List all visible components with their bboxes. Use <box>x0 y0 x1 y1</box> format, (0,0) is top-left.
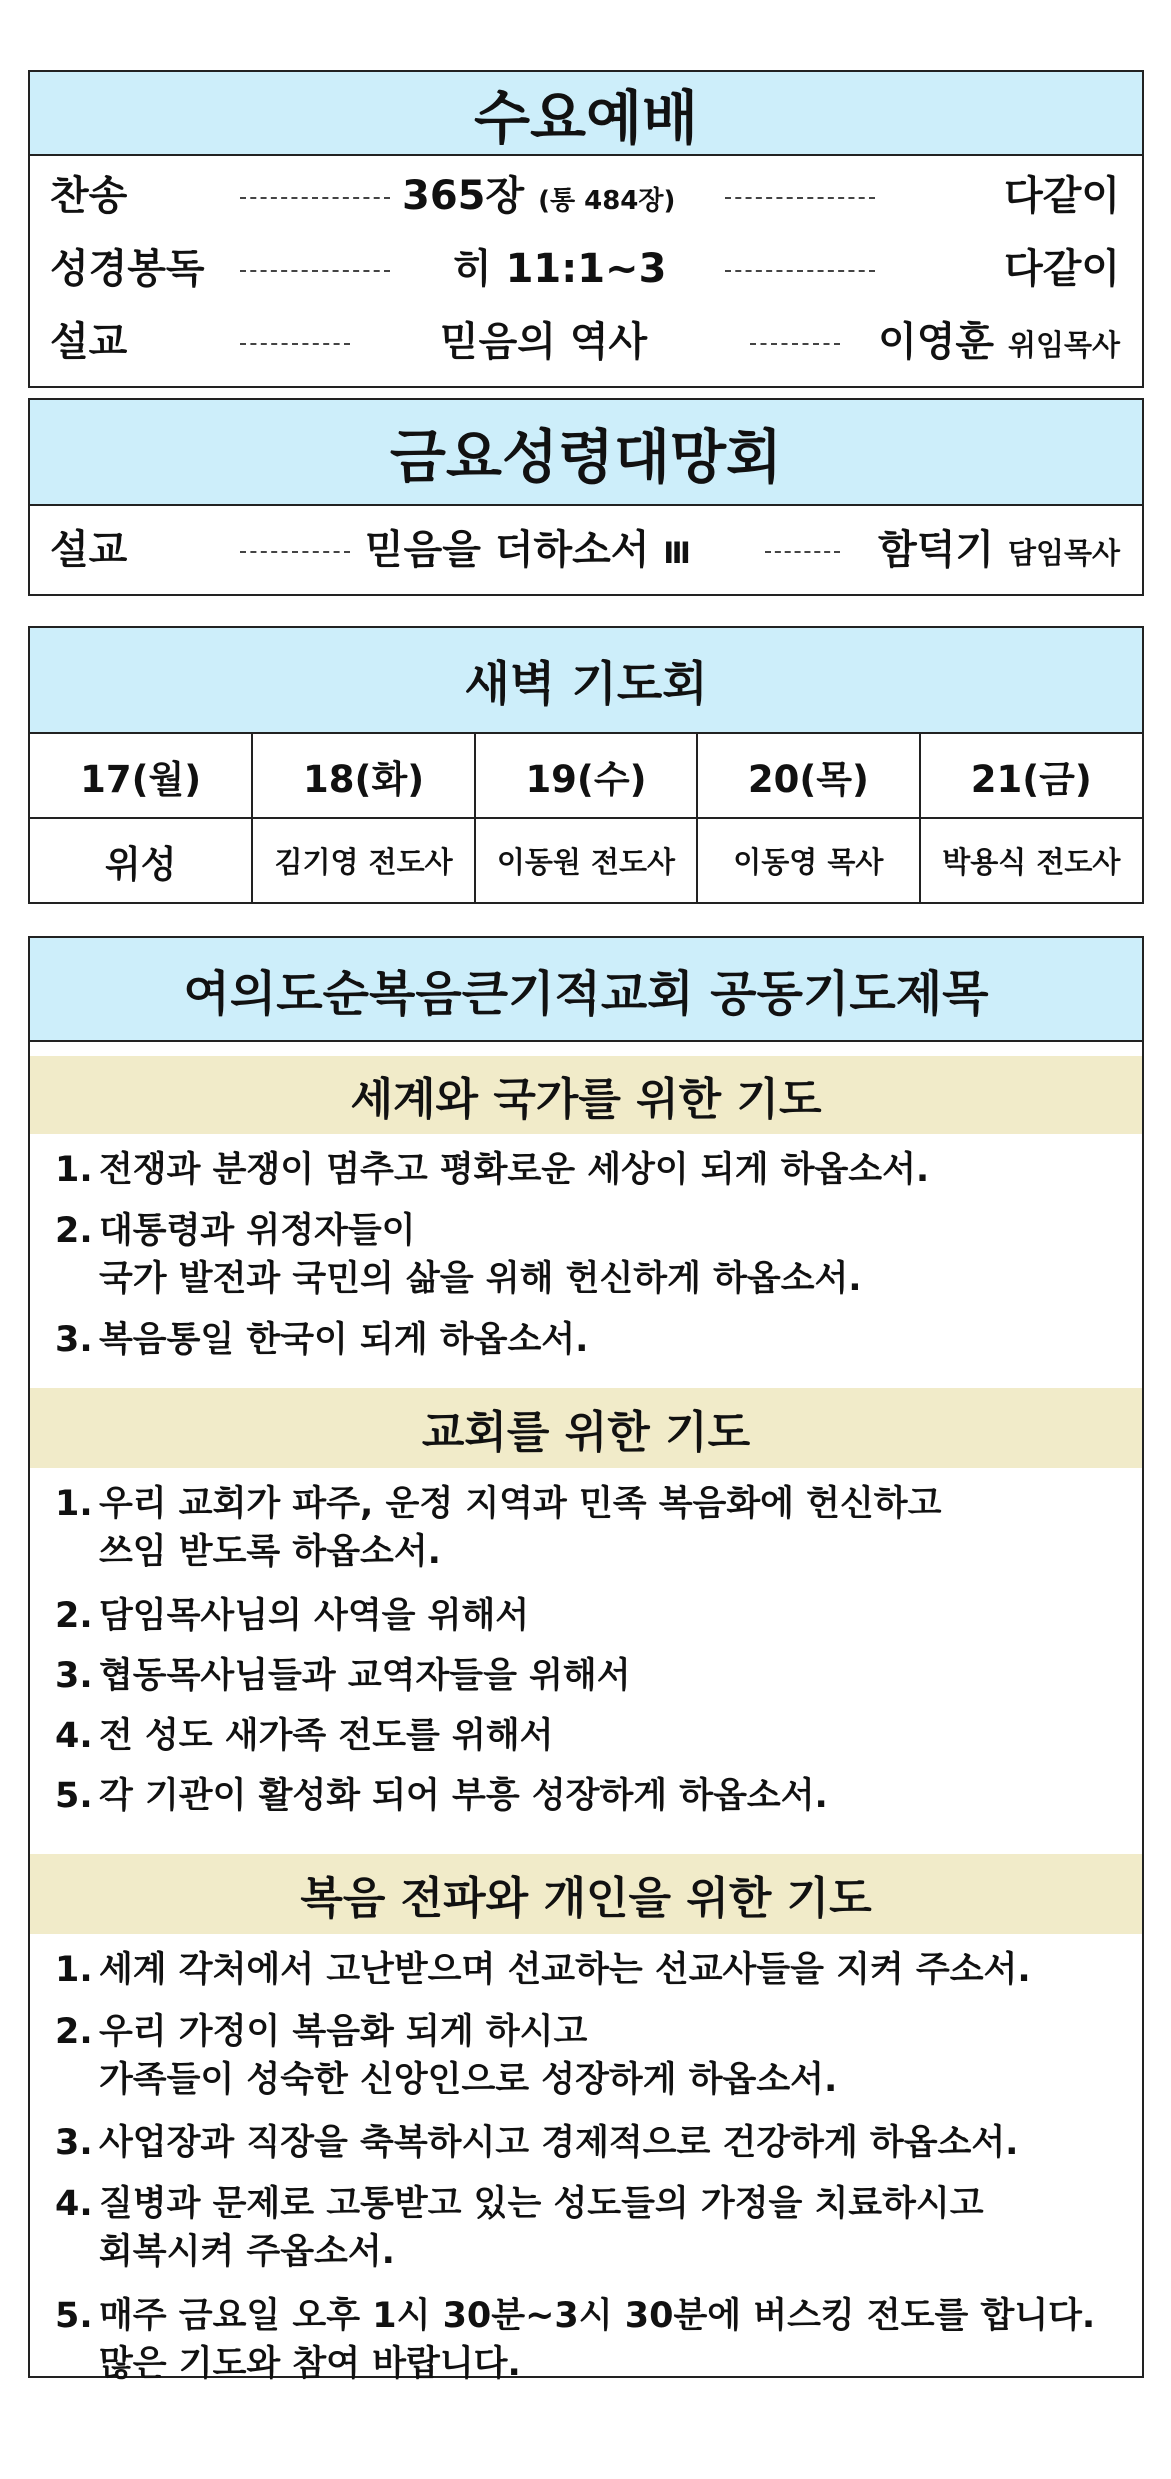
dawn-prayer-title: 새벽 기도회 <box>30 628 1142 734</box>
friday-service-title: 금요성령대망회 <box>30 400 1142 506</box>
prayer-item: 2. 담임목사님의 사역을 위해서 <box>55 1596 530 1636</box>
preacher: 함덕기 담임목사 <box>878 527 1120 573</box>
friday-service-rows <box>30 506 1142 596</box>
row-label: 설교 <box>50 319 128 365</box>
leader-cell: 이동영 목사 <box>697 818 919 902</box>
section-heading-church: 교회를 위한 기도 <box>30 1388 1142 1468</box>
row-label: 설교 <box>50 527 128 573</box>
friday-service-box <box>28 398 1144 596</box>
prayer-item: 1. 우리 교회가 파주, 운정 지역과 민족 복음화에 헌신하고 쓰임 받도록 하옵소서. <box>55 1484 942 1572</box>
leader-dots <box>765 551 840 553</box>
leader-cell: 김기영 전도사 <box>252 818 474 902</box>
prayer-topics-body <box>30 1042 1142 2384</box>
scripture-reference: 히 11:1~3 <box>453 246 667 292</box>
leader-dots <box>725 197 875 199</box>
prayer-item: 5. 매주 금요일 오후 1시 30분~3시 30분에 버스킹 전도를 합니다. 많은 기도와 참여 바랍니다. <box>55 2296 1096 2384</box>
day-cell: 18(화) <box>252 734 474 818</box>
leader-cell: 위성 <box>30 818 252 902</box>
prayer-topics-title: 여의도순복음큰기적교회 공동기도제목 <box>30 938 1142 1042</box>
prayer-item: 2. 대통령과 위정자들이 국가 발전과 국민의 삶을 위해 헌신하게 하옵소서. <box>55 1211 862 1299</box>
prayer-item: 3. 복음통일 한국이 되게 하옵소서. <box>55 1320 589 1360</box>
wednesday-service-box <box>28 70 1144 388</box>
leader-dots <box>240 343 350 345</box>
row-performer: 다같이 <box>1004 246 1120 292</box>
day-cell: 17(월) <box>30 734 252 818</box>
leader-cell: 이동원 전도사 <box>475 818 697 902</box>
leader-dots <box>240 551 350 553</box>
day-cell: 19(수) <box>475 734 697 818</box>
prayer-item: 1. 세계 각처에서 고난받으며 선교하는 선교사들을 지켜 주소서. <box>55 1950 1031 1990</box>
schedule-days-row <box>30 734 1142 818</box>
leader-dots <box>725 270 875 272</box>
day-cell: 21(금) <box>920 734 1142 818</box>
leader-cell: 박용식 전도사 <box>920 818 1142 902</box>
leader-dots <box>750 343 840 345</box>
row-performer: 다같이 <box>1004 173 1120 219</box>
prayer-topics-box <box>28 936 1144 2384</box>
prayer-item: 3. 사업장과 직장을 축복하시고 경제적으로 건강하게 하옵소서. <box>55 2123 1019 2163</box>
hymn-row <box>30 166 1142 226</box>
wednesday-service-rows <box>30 156 1142 388</box>
dawn-prayer-schedule <box>30 734 1142 902</box>
prayer-item: 4. 전 성도 새가족 전도를 위해서 <box>55 1716 554 1756</box>
day-cell: 20(목) <box>697 734 919 818</box>
section-heading-world: 세계와 국가를 위한 기도 <box>30 1056 1142 1134</box>
dawn-prayer-box <box>28 626 1144 904</box>
prayer-item: 4. 질병과 문제로 고통받고 있는 성도들의 가정을 치료하시고 회복시켜 주옵소서. <box>55 2184 984 2272</box>
section-heading-gospel: 복음 전파와 개인을 위한 기도 <box>30 1854 1142 1934</box>
hymn-number: 365장 (통 484장) <box>402 173 676 219</box>
sermon-title: 믿음을 더하소서 Ⅲ <box>365 527 691 573</box>
wednesday-service-title: 수요예배 <box>30 72 1142 156</box>
leader-dots <box>240 270 390 272</box>
schedule-leaders-row <box>30 818 1142 902</box>
prayer-item: 2. 우리 가정이 복음화 되게 하시고 가족들이 성숙한 신앙인으로 성장하게 하옵소서. <box>55 2012 838 2100</box>
scripture-row <box>30 239 1142 299</box>
row-label: 성경봉독 <box>50 246 205 292</box>
leader-dots <box>240 197 390 199</box>
sermon-row <box>30 312 1142 372</box>
row-label: 찬송 <box>50 173 128 219</box>
prayer-item: 5. 각 기관이 활성화 되어 부흥 성장하게 하옵소서. <box>55 1776 828 1816</box>
prayer-item: 3. 협동목사님들과 교역자들을 위해서 <box>55 1656 631 1696</box>
prayer-item: 1. 전쟁과 분쟁이 멈추고 평화로운 세상이 되게 하옵소서. <box>55 1150 930 1190</box>
preacher: 이영훈 위임목사 <box>878 319 1120 365</box>
sermon-title: 믿음의 역사 <box>440 319 648 365</box>
sermon-row <box>30 520 1142 580</box>
